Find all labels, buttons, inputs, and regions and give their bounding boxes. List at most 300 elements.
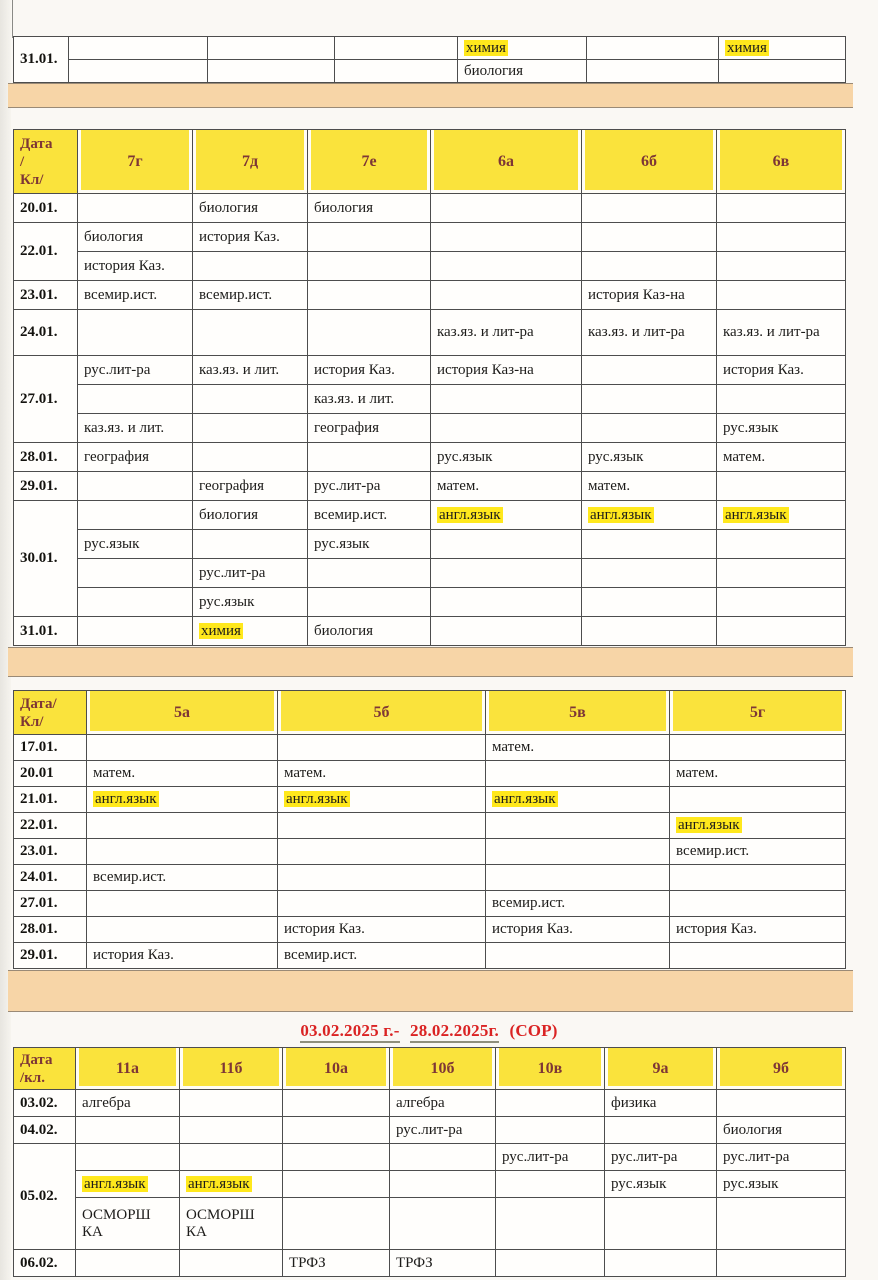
- subject-text: каз.яз. и лит-ра: [437, 324, 534, 340]
- subject-cell: [193, 223, 308, 252]
- schedule-row: [14, 1144, 846, 1171]
- subject-cell: [78, 194, 193, 223]
- schedule-row: [14, 1250, 846, 1277]
- subject-text: рус.язык: [199, 593, 255, 610]
- subject-cell: [496, 1144, 605, 1171]
- subject-text: рус.язык: [437, 448, 493, 465]
- subject-text: история Каз.: [93, 947, 174, 963]
- subject-text: история Каз-на: [588, 286, 685, 303]
- subject-text: ТРФЗ: [289, 1254, 326, 1271]
- period-suffix: (СОР): [509, 1021, 558, 1040]
- subject-cell: [458, 60, 587, 83]
- subject-cell: [486, 761, 670, 787]
- subject-cell: [193, 530, 308, 559]
- subject-cell: [717, 1198, 846, 1250]
- subject-cell: [431, 617, 582, 646]
- subject-cell: [78, 223, 193, 252]
- schedule-row: [14, 1198, 846, 1250]
- grades-7-6-table: [13, 129, 846, 646]
- subject-cell: [193, 443, 308, 472]
- subject-cell: [582, 356, 717, 385]
- subject-cell: [670, 865, 846, 891]
- subject-text: матем.: [284, 765, 327, 781]
- schedule-row: [14, 385, 846, 414]
- subject-text: матем.: [492, 739, 535, 755]
- subject-cell: [582, 559, 717, 588]
- subject-cell: [193, 194, 308, 223]
- subject-cell: [390, 1198, 496, 1250]
- subject-cell: [308, 356, 431, 385]
- subject-cell: [208, 37, 335, 60]
- schedule-row: [14, 787, 846, 813]
- period-end-date: 28.02.2025г.: [410, 1021, 499, 1043]
- subject-highlighted: англ.язык: [286, 791, 348, 807]
- subject-text: матем.: [723, 448, 766, 465]
- subject-cell: [717, 281, 846, 310]
- subject-cell: [582, 501, 717, 530]
- subject-cell: [717, 1090, 846, 1117]
- subject-cell: [278, 787, 486, 813]
- divider-band: [8, 970, 853, 1012]
- spacer: [13, 108, 845, 129]
- date-cell: 28.01.: [14, 917, 87, 943]
- subject-cell: [69, 37, 208, 60]
- class-header: 11б: [180, 1048, 283, 1090]
- date-cell: 05.02.: [14, 1144, 76, 1250]
- date-cell: 17.01.: [14, 735, 87, 761]
- subject-cell: [278, 813, 486, 839]
- schedule-row: [14, 414, 846, 443]
- date-cell: 29.01.: [14, 943, 87, 969]
- period-title: [13, 1021, 845, 1041]
- class-header: 6а: [431, 130, 582, 194]
- subject-cell: [278, 735, 486, 761]
- subject-cell: [605, 1090, 717, 1117]
- subject-cell: [308, 530, 431, 559]
- subject-cell: [582, 443, 717, 472]
- subject-text: рус.лит-ра: [502, 1148, 569, 1165]
- subject-text: география: [199, 477, 265, 494]
- period-start-date: 03.02.2025 г.-: [300, 1021, 399, 1043]
- subject-cell: [431, 443, 582, 472]
- subject-text: всемир.ист.: [492, 895, 566, 911]
- subject-cell: [193, 472, 308, 501]
- subject-text: рус.язык: [314, 535, 370, 552]
- subject-highlighted: англ.язык: [84, 1175, 146, 1192]
- subject-cell: [670, 761, 846, 787]
- subject-cell: [283, 1144, 390, 1171]
- subject-cell: [78, 310, 193, 356]
- date-cell: 22.01.: [14, 223, 78, 281]
- subject-cell: [670, 813, 846, 839]
- spacer: [13, 677, 845, 690]
- subject-cell: [87, 917, 278, 943]
- date-cell: 23.01.: [14, 839, 87, 865]
- subject-cell: [193, 310, 308, 356]
- subject-cell: [717, 588, 846, 617]
- subject-cell: [283, 1117, 390, 1144]
- subject-cell: [582, 281, 717, 310]
- subject-cell: [431, 223, 582, 252]
- class-header: 5г: [670, 691, 846, 735]
- subject-cell: [76, 1117, 180, 1144]
- date-cell: 31.01.: [14, 37, 69, 83]
- subject-cell: [193, 252, 308, 281]
- subject-cell: [717, 194, 846, 223]
- schedule-row: [14, 1171, 846, 1198]
- class-header: 9б: [717, 1048, 846, 1090]
- schedule-row: [14, 813, 846, 839]
- schedule-row: [14, 472, 846, 501]
- date-cell: 24.01.: [14, 310, 78, 356]
- schedule-row: [14, 37, 846, 60]
- class-header: 7е: [308, 130, 431, 194]
- subject-text: рус.язык: [723, 1175, 779, 1192]
- subject-cell: [87, 943, 278, 969]
- subject-text: биология: [199, 506, 259, 523]
- subject-text: алгебра: [396, 1094, 445, 1111]
- subject-text: история Каз.: [492, 921, 573, 937]
- subject-cell: [308, 252, 431, 281]
- date-cell: 29.01.: [14, 472, 78, 501]
- subject-cell: [78, 385, 193, 414]
- subject-cell: [308, 559, 431, 588]
- subject-cell: [69, 60, 208, 83]
- subject-highlighted: англ.язык: [725, 506, 787, 523]
- class-header: 10в: [496, 1048, 605, 1090]
- subject-cell: [87, 839, 278, 865]
- subject-cell: [486, 865, 670, 891]
- subject-text: история Каз.: [676, 921, 757, 937]
- subject-highlighted: англ.язык: [439, 506, 501, 523]
- class-header: 5а: [87, 691, 278, 735]
- subject-cell: [180, 1250, 283, 1277]
- subject-text: биология: [723, 1121, 783, 1138]
- subject-cell: [278, 917, 486, 943]
- subject-cell: [582, 414, 717, 443]
- subject-cell: [582, 385, 717, 414]
- subject-cell: [193, 356, 308, 385]
- subject-cell: [193, 501, 308, 530]
- subject-cell: [587, 37, 719, 60]
- subject-cell: [78, 617, 193, 646]
- subject-cell: [180, 1144, 283, 1171]
- class-header: 9а: [605, 1048, 717, 1090]
- schedule-row: [14, 356, 846, 385]
- subject-cell: [87, 891, 278, 917]
- subject-text: биология: [84, 228, 144, 245]
- subject-cell: [717, 414, 846, 443]
- subject-text: всемир.ист.: [93, 869, 167, 885]
- subject-cell: [76, 1144, 180, 1171]
- subject-cell: [605, 1144, 717, 1171]
- subject-cell: [78, 414, 193, 443]
- subject-cell: [278, 761, 486, 787]
- subject-cell: [670, 787, 846, 813]
- date-cell: 31.01.: [14, 617, 78, 646]
- class-header: 5б: [278, 691, 486, 735]
- subject-cell: [717, 385, 846, 414]
- subject-text: рус.лит-ра: [723, 1148, 790, 1165]
- subject-text: рус.язык: [723, 419, 779, 436]
- subject-text: биология: [314, 622, 374, 639]
- subject-cell: [208, 60, 335, 83]
- subject-text: биология: [199, 199, 259, 216]
- subject-text: рус.лит-ра: [396, 1121, 463, 1138]
- date-cell: 04.02.: [14, 1117, 76, 1144]
- subject-cell: [582, 310, 717, 356]
- subject-cell: [582, 617, 717, 646]
- class-header: 5в: [486, 691, 670, 735]
- subject-cell: [719, 60, 846, 83]
- grades-5-table: [13, 690, 846, 969]
- subject-text: всемир.ист.: [314, 506, 388, 523]
- schedule-row: [14, 501, 846, 530]
- subject-text: матем.: [676, 765, 719, 781]
- schedule-row: [14, 617, 846, 646]
- subject-text: история Каз.: [284, 921, 365, 937]
- date-class-corner-header: Дата / Кл/: [14, 130, 78, 194]
- subject-text: география: [84, 448, 150, 465]
- subject-cell: [582, 252, 717, 281]
- subject-cell: [717, 223, 846, 252]
- subject-cell: [717, 252, 846, 281]
- date-class-corner-header: Дата/ Кл/: [14, 691, 87, 735]
- subject-highlighted: химия: [727, 39, 767, 56]
- subject-cell: [308, 414, 431, 443]
- subject-cell: [78, 588, 193, 617]
- subject-cell: [390, 1250, 496, 1277]
- subject-cell: [87, 761, 278, 787]
- class-header: 7г: [78, 130, 193, 194]
- schedule-row: [14, 530, 846, 559]
- subject-cell: [670, 839, 846, 865]
- subject-text: рус.лит-ра: [314, 477, 381, 494]
- subject-text: матем.: [588, 477, 631, 494]
- subject-cell: [308, 385, 431, 414]
- subject-cell: [486, 917, 670, 943]
- subject-cell: [717, 530, 846, 559]
- subject-cell: [78, 501, 193, 530]
- date-cell: 21.01.: [14, 787, 87, 813]
- subject-cell: [283, 1090, 390, 1117]
- subject-cell: [335, 60, 458, 83]
- subject-cell: [486, 943, 670, 969]
- subject-cell: [308, 194, 431, 223]
- subject-cell: [717, 1171, 846, 1198]
- subject-cell: [278, 839, 486, 865]
- subject-text: всемир.ист.: [84, 286, 158, 303]
- schedule-row: [14, 891, 846, 917]
- subject-cell: [308, 501, 431, 530]
- date-cell: 20.01: [14, 761, 87, 787]
- subject-text: рус.лит-ра: [199, 564, 266, 581]
- schedule-row: [14, 252, 846, 281]
- subject-text: каз.яз. и лит.: [199, 361, 280, 378]
- subject-cell: [193, 414, 308, 443]
- subject-cell: [390, 1117, 496, 1144]
- subject-cell: [308, 617, 431, 646]
- subject-text: рус.язык: [588, 448, 644, 465]
- subject-cell: [76, 1171, 180, 1198]
- date-cell: 27.01.: [14, 891, 87, 917]
- schedule-row: [14, 588, 846, 617]
- subject-cell: [582, 223, 717, 252]
- subject-highlighted: англ.язык: [95, 791, 157, 807]
- date-cell: 27.01.: [14, 356, 78, 443]
- subject-highlighted: англ.язык: [678, 817, 740, 833]
- subject-cell: [431, 356, 582, 385]
- subject-cell: [87, 865, 278, 891]
- subject-cell: [496, 1117, 605, 1144]
- subject-cell: [582, 530, 717, 559]
- subject-cell: [717, 356, 846, 385]
- divider-band: [8, 647, 853, 677]
- class-header: 6в: [717, 130, 846, 194]
- subject-cell: [486, 839, 670, 865]
- schedule-row: [14, 865, 846, 891]
- subject-cell: [180, 1171, 283, 1198]
- subject-cell: [78, 252, 193, 281]
- subject-text: история Каз-на: [437, 361, 534, 378]
- date-class-corner-header: Дата /кл.: [14, 1048, 76, 1090]
- subject-cell: [180, 1117, 283, 1144]
- subject-cell: [496, 1198, 605, 1250]
- subject-cell: [78, 443, 193, 472]
- subject-cell: [335, 37, 458, 60]
- divider-band: [8, 83, 853, 108]
- subject-cell: [717, 1117, 846, 1144]
- subject-cell: [582, 194, 717, 223]
- subject-cell: [87, 787, 278, 813]
- subject-text: каз.яз. и лит.: [84, 419, 165, 436]
- grades-11-9-table: [13, 1047, 846, 1277]
- subject-cell: [670, 917, 846, 943]
- date-cell: 20.01.: [14, 194, 78, 223]
- subject-cell: [308, 310, 431, 356]
- subject-cell: [308, 472, 431, 501]
- subject-cell: [390, 1144, 496, 1171]
- subject-cell: [308, 588, 431, 617]
- subject-cell: [78, 281, 193, 310]
- subject-highlighted: химия: [466, 39, 506, 56]
- subject-cell: [496, 1250, 605, 1277]
- subject-text: матем.: [93, 765, 136, 781]
- subject-cell: [193, 617, 308, 646]
- subject-cell: [670, 943, 846, 969]
- subject-cell: [193, 385, 308, 414]
- subject-cell: [87, 735, 278, 761]
- subject-cell: [431, 530, 582, 559]
- subject-cell: [717, 443, 846, 472]
- schedule-row: [14, 194, 846, 223]
- subject-cell: [76, 1198, 180, 1250]
- upper-partial-table: [13, 36, 846, 83]
- subject-highlighted: химия: [201, 622, 241, 639]
- schedule-row: [14, 223, 846, 252]
- subject-text: рус.лит-ра: [84, 361, 151, 378]
- subject-cell: [278, 943, 486, 969]
- schedule-row: [14, 310, 846, 356]
- subject-cell: [278, 865, 486, 891]
- subject-cell: [670, 735, 846, 761]
- subject-cell: [670, 891, 846, 917]
- class-header: 10б: [390, 1048, 496, 1090]
- class-header: 7д: [193, 130, 308, 194]
- subject-text: ОСМОРШ КА: [186, 1206, 255, 1240]
- subject-cell: [496, 1090, 605, 1117]
- subject-text: матем.: [437, 477, 480, 494]
- subject-text: всемир.ист.: [676, 843, 750, 859]
- subject-cell: [193, 281, 308, 310]
- subject-cell: [486, 787, 670, 813]
- subject-text: рус.язык: [611, 1175, 667, 1192]
- subject-cell: [582, 472, 717, 501]
- subject-cell: [283, 1198, 390, 1250]
- subject-cell: [78, 530, 193, 559]
- subject-cell: [458, 37, 587, 60]
- subject-cell: [308, 223, 431, 252]
- subject-highlighted: англ.язык: [188, 1175, 250, 1192]
- subject-cell: [390, 1090, 496, 1117]
- class-header: 6б: [582, 130, 717, 194]
- schedule-row: [14, 559, 846, 588]
- subject-cell: [78, 356, 193, 385]
- subject-cell: [76, 1250, 180, 1277]
- subject-cell: [431, 310, 582, 356]
- subject-cell: [496, 1171, 605, 1198]
- subject-cell: [431, 281, 582, 310]
- subject-text: история Каз.: [199, 228, 280, 245]
- subject-text: география: [314, 419, 380, 436]
- subject-cell: [717, 559, 846, 588]
- date-cell: 30.01.: [14, 501, 78, 617]
- subject-highlighted: англ.язык: [590, 506, 652, 523]
- subject-text: всемир.ист.: [284, 947, 358, 963]
- subject-cell: [278, 891, 486, 917]
- subject-cell: [87, 813, 278, 839]
- subject-cell: [308, 443, 431, 472]
- subject-cell: [431, 501, 582, 530]
- schedule-row: [14, 917, 846, 943]
- subject-cell: [431, 385, 582, 414]
- subject-cell: [717, 472, 846, 501]
- subject-cell: [486, 735, 670, 761]
- schedule-row: [14, 943, 846, 969]
- subject-cell: [486, 891, 670, 917]
- subject-cell: [76, 1090, 180, 1117]
- subject-highlighted: англ.язык: [494, 791, 556, 807]
- subject-text: физика: [611, 1094, 657, 1111]
- subject-cell: [486, 813, 670, 839]
- subject-cell: [78, 472, 193, 501]
- subject-text: биология: [464, 62, 524, 79]
- subject-cell: [582, 588, 717, 617]
- date-cell: 22.01.: [14, 813, 87, 839]
- subject-text: ТРФЗ: [396, 1254, 433, 1271]
- subject-cell: [431, 194, 582, 223]
- subject-cell: [717, 310, 846, 356]
- subject-text: всемир.ист.: [199, 286, 273, 303]
- subject-text: рус.язык: [84, 535, 140, 552]
- schedule-row: [14, 735, 846, 761]
- subject-cell: [431, 588, 582, 617]
- schedule-row: [14, 839, 846, 865]
- subject-text: каз.яз. и лит-ра: [723, 324, 820, 340]
- schedule-row: [14, 60, 846, 83]
- subject-cell: [390, 1171, 496, 1198]
- class-header: 10а: [283, 1048, 390, 1090]
